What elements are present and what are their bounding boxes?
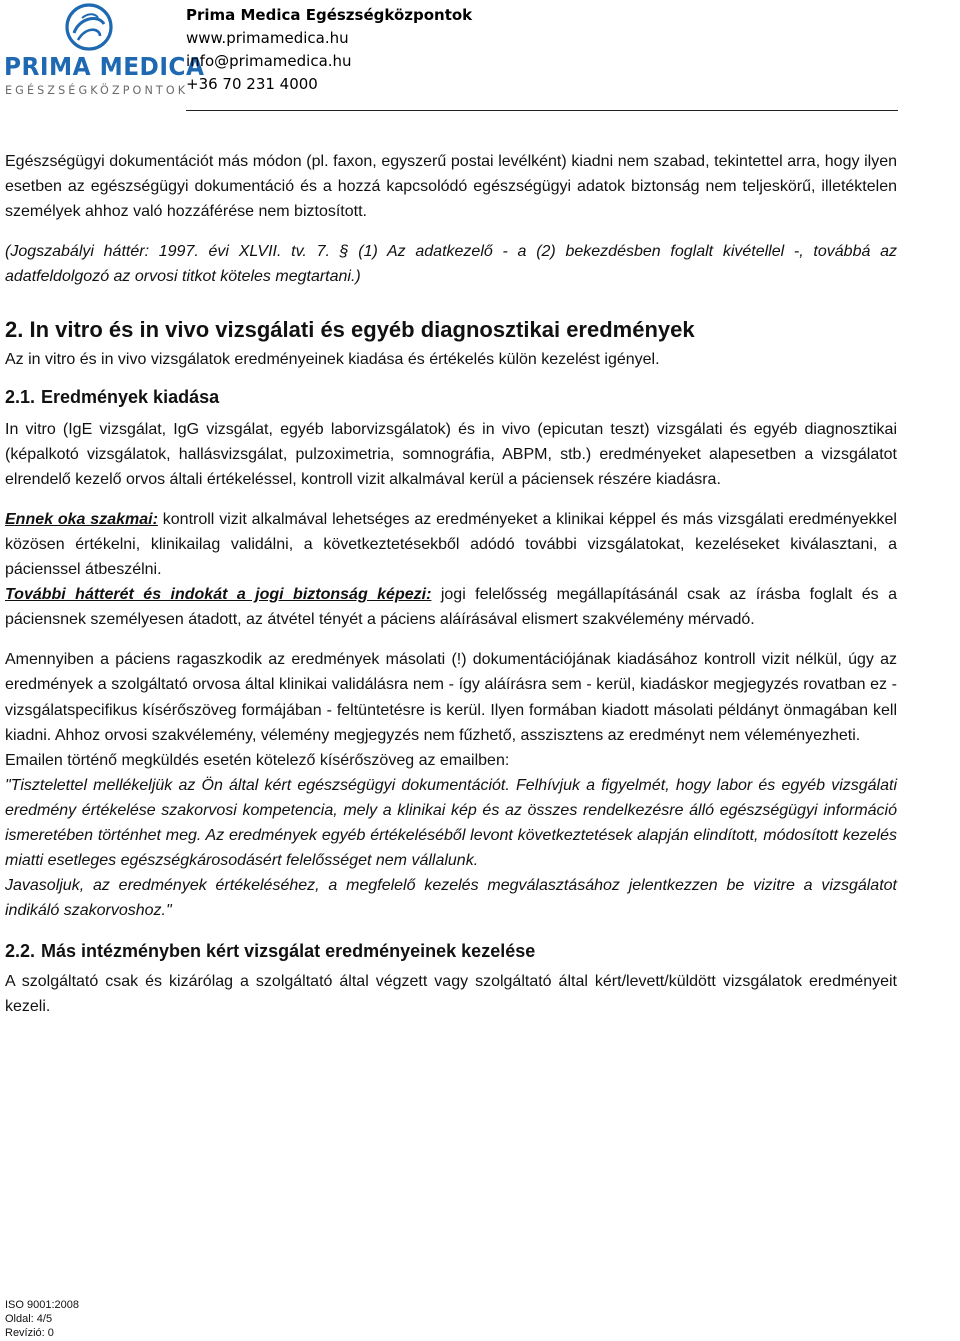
logo-subtitle: EGÉSZSÉGKÖZPONTOK xyxy=(5,84,189,97)
section-2-intro: Az in vitro és in vivo vizsgálatok eredményeinek kiadása és értékelés külön kezelést igényel. xyxy=(5,351,660,369)
section-2-2-number: 2.2. xyxy=(5,941,36,962)
email-link[interactable]: info@primamedica.hu xyxy=(186,52,352,70)
logo-swirl-icon xyxy=(62,2,116,52)
prima-medica-logo xyxy=(4,2,205,98)
logo-wordmark: PRIMA MEDICA xyxy=(4,52,205,81)
paragraph-professional-reason xyxy=(5,507,897,582)
section-2-2-title: Más intézményben kért vizsgálat eredményeinek kezelése xyxy=(41,941,536,962)
reason-label: Ennek oka szakmai: xyxy=(5,510,158,528)
phone-number: +36 70 231 4000 xyxy=(186,75,318,93)
iso-standard: ISO 9001:2008 xyxy=(5,1299,80,1311)
legal-reason-label: További hátterét és indokát a jogi biztonság képezi: xyxy=(5,586,432,604)
section-2-1-number: 2.1. xyxy=(5,386,36,407)
document-body xyxy=(5,149,897,1020)
section-2-1-heading xyxy=(5,384,897,410)
legal-reason-text: jogi felelősség megállapításánál csak az írásba foglalt és a páciensnek személyesen átadott, az átvétel tényét a páciens aláírásával elismert szakvélemény mérvadó. xyxy=(5,586,898,629)
page-footer xyxy=(5,1298,79,1340)
revision-number: Revízió: 0 xyxy=(5,1327,54,1339)
section-2-heading: 2. In vitro és in vivo vizsgálati és egyéb diagnosztikai eredmények xyxy=(5,317,695,343)
website-link[interactable]: www.primamedica.hu xyxy=(186,29,349,47)
paragraph-external-results: A szolgáltató csak és kizárólag a szolgáltató által végzett vagy szolgáltató által kért/levett/küldött vizsgálatok eredményeit kezeli. xyxy=(5,973,897,1016)
header-contact-block xyxy=(186,4,472,96)
reason-text: kontroll vizit alkalmával lehetséges az eredményeket a klinikai képpel és más vizsgálati eredményekkel közösen értékelni, klinikailag validálni, a következtetésekből adódó további vizsgálatokat, kezeléseket kiválasztani, a pácienssel átbeszélni. xyxy=(5,510,897,579)
legal-background-note: (Jogszabályi háttér: 1997. évi XLVII. tv. 7. § (1) Az adatkezelő - a (2) bekezdésben foglalt kivétellel -, továbbá az adatfeldolgozó az orvosi titkot köteles megtartani.) xyxy=(5,243,897,286)
paragraph-legal-reason xyxy=(5,582,897,632)
paragraph-copy-release: Amennyiben a páciens ragaszkodik az eredmények másolati (!) dokumentációjának kiadásához kontroll vizit nélkül, úgy az eredmények a szolgáltató orvosa által klinikai validálásra nem - így aláírásra sem - kerül, kiadáskor megjegyzés rovatban ez - vizsgálatspecifikus kísérőszöveg formájában - feltüntetésre is kerül. Ilyen formában kiadott másolati példányt önmagában kell kiadni. Ahhoz orvosi szakvélemény, vélemény megjegyzés nem fűzhető, asszisztens az eredményt nem véleményezheti. xyxy=(5,651,897,744)
page-number: Oldal: 4/5 xyxy=(5,1313,53,1325)
paragraph-documentation-transfer: Egészségügyi dokumentációt más módon (pl. faxon, egyszerű postai levélként) kiadni nem szabad, tekintettel arra, hogy ilyen esetben az egészségügyi dokumentáció és a hozzá kapcsolódó egészségügyi adatok biztonság nem teljeskörű, illetéktelen személyek ahhoz való hozzáférése nem biztosított. xyxy=(5,153,897,221)
header-divider xyxy=(186,110,898,111)
email-intro: Emailen történő megküldés esetén kötelező kísérőszöveg az emailben: xyxy=(5,751,510,769)
email-quote-part-1: "Tisztelettel mellékeljük az Ön által kért egészségügyi dokumentációt. Felhívjuk a figyelmét, hogy labor és egyéb vizsgálati eredmény értékelése szakorvosi kompetencia, mely a klinikai kép és az összes rendelkezésre álló egészségügyi információ ismeretében történhet meg. Az eredmények egyéb értékeléséből levont következtetések alapján elindított, módosított kezelés miatti esetleges egészségkárosodásért felelősséget nem vállalunk. xyxy=(5,776,897,870)
company-name: Prima Medica Egészségközpontok xyxy=(186,6,473,24)
section-2-1-title: Eredmények kiadása xyxy=(41,386,220,407)
paragraph-results-release: In vitro (IgE vizsgálat, IgG vizsgálat, egyéb laborvizsgálatok) és in vivo (epicutan teszt) vizsgálati és egyéb diagnosztikai (képalkotó vizsgálatok, hallásvizsgálat, pulzoximetria, somnográfia, ABPM, stb.) eredményeket alapesetben a vizsgálatot elrendelő kezelő orvos általi értékeléssel, kontroll vizit alkalmával kerül a páciensek részére kiadásra. xyxy=(5,420,897,488)
section-2-2-heading xyxy=(5,938,897,964)
email-quote-part-2: Javasoljuk, az eredmények értékeléséhez, a megfelelő kezelés megválasztásához jelentkezzen be vizitre a vizsgálatot indikáló szakorvoshoz." xyxy=(5,877,897,920)
